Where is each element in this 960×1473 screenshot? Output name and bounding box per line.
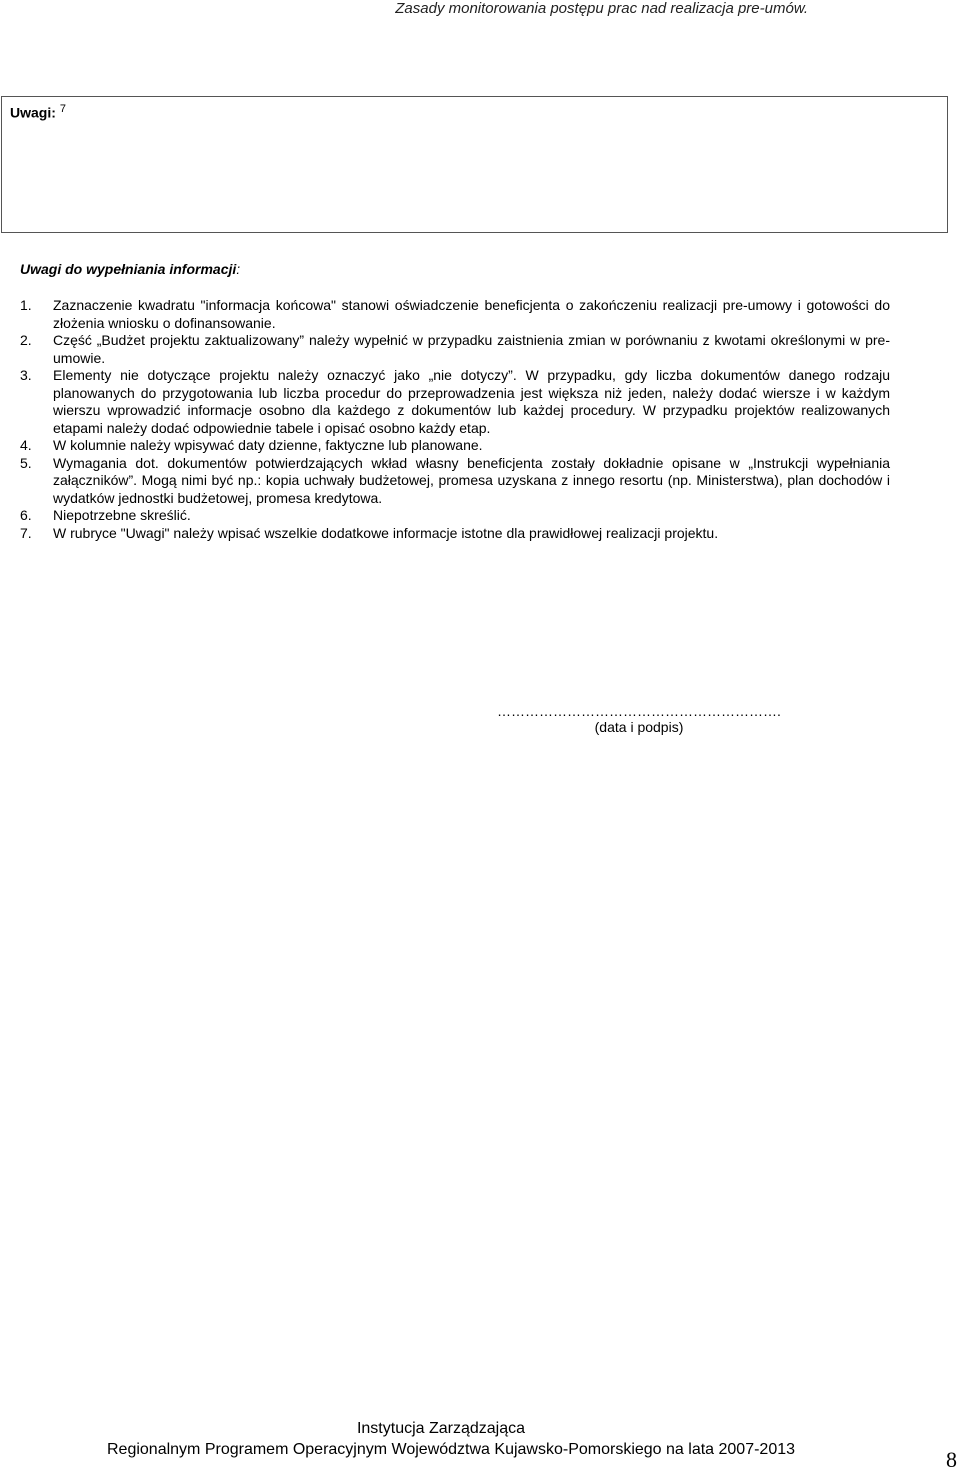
list-item-text: Wymagania dot. dokumentów potwierdzających wkład własny beneficjenta zostały dokładnie opisane w „Instrukcji wypełniania załączników”. Mogą nimi być np.: kopia uchwały budżetowej, promesa uzyskana z innego resortu (np. Ministerstwa), plan dochodów i wydatków jednostki budżetowej, promesa kredytowa. — [53, 454, 890, 506]
signature-block — [453, 703, 825, 735]
notes-title-colon: : — [236, 261, 241, 277]
list-item — [20, 455, 890, 508]
list-item-number: 3. — [20, 367, 32, 383]
footer-institution: Instytucja Zarządzająca — [356, 1420, 526, 1437]
list-item-number: 7. — [20, 524, 32, 541]
list-item-text: Niepotrzebne skreślić. — [53, 507, 191, 523]
list-item — [20, 437, 890, 455]
list-item — [20, 297, 890, 332]
remarks-label — [10, 103, 66, 121]
list-item — [20, 507, 890, 525]
signature-line: ……………………………………………………. — [497, 703, 781, 719]
list-item-number: 5. — [20, 454, 32, 471]
notes-title — [20, 261, 240, 277]
list-item — [20, 367, 890, 437]
running-header: Zasady monitorowania postępu prac nad realizacja pre-umów. — [395, 0, 808, 17]
list-item-text: W rubryce "Uwagi" należy wpisać wszelkie dodatkowe informacje istotne dla prawidłowej realizacji projektu. — [53, 524, 719, 541]
list-item — [20, 525, 890, 543]
page-number: 8 — [946, 1447, 957, 1472]
remarks-footnote-ref: 7 — [59, 103, 67, 115]
notes-list — [20, 297, 890, 542]
list-item — [20, 332, 890, 367]
list-item-number: 1. — [20, 297, 32, 313]
remarks-label-text: Uwagi: — [10, 104, 56, 121]
list-item-number: 2. — [20, 332, 32, 348]
signature-label: (data i podpis) — [594, 719, 684, 735]
list-item-number: 6. — [20, 507, 32, 523]
list-item-text: W kolumnie należy wpisywać daty dzienne, faktyczne lub planowane. — [53, 437, 483, 453]
list-item-number: 4. — [20, 437, 32, 453]
notes-title-text: Uwagi do wypełniania informacji — [20, 261, 237, 277]
footer-program: Regionalnym Programem Operacyjnym Województwa Kujawsko-Pomorskiego na lata 2007-2013 — [106, 1441, 796, 1458]
remarks-box[interactable] — [1, 96, 948, 233]
list-item-text: Elementy nie dotyczące projektu należy oznaczyć jako „nie dotyczy”. W przypadku, gdy liczba dokumentów danego rodzaju planowanych do przygotowania lub liczba procedur do przeprowadzenia jest większa niż jeden, należy dodać wiersze i w każdym wierszu wprowadzić informacje osobno dla każdego z dokumentów lub każdej procedury. W przypadku projektów realizowanych etapami należy dodać odpowiednie tabele i opisać osobno każdy etap. — [53, 367, 890, 436]
list-item-text: Część „Budżet projektu zaktualizowany” należy wypełnić w przypadku zaistnienia zmian w porównaniu z kwotami określonymi w pre-umowie. — [53, 332, 890, 366]
list-item-text: Zaznaczenie kwadratu "informacja końcowa" stanowi oświadczenie beneficjenta o zakończeniu realizacji pre-umowy i gotowości do złożenia wniosku o dofinansowanie. — [53, 297, 890, 331]
